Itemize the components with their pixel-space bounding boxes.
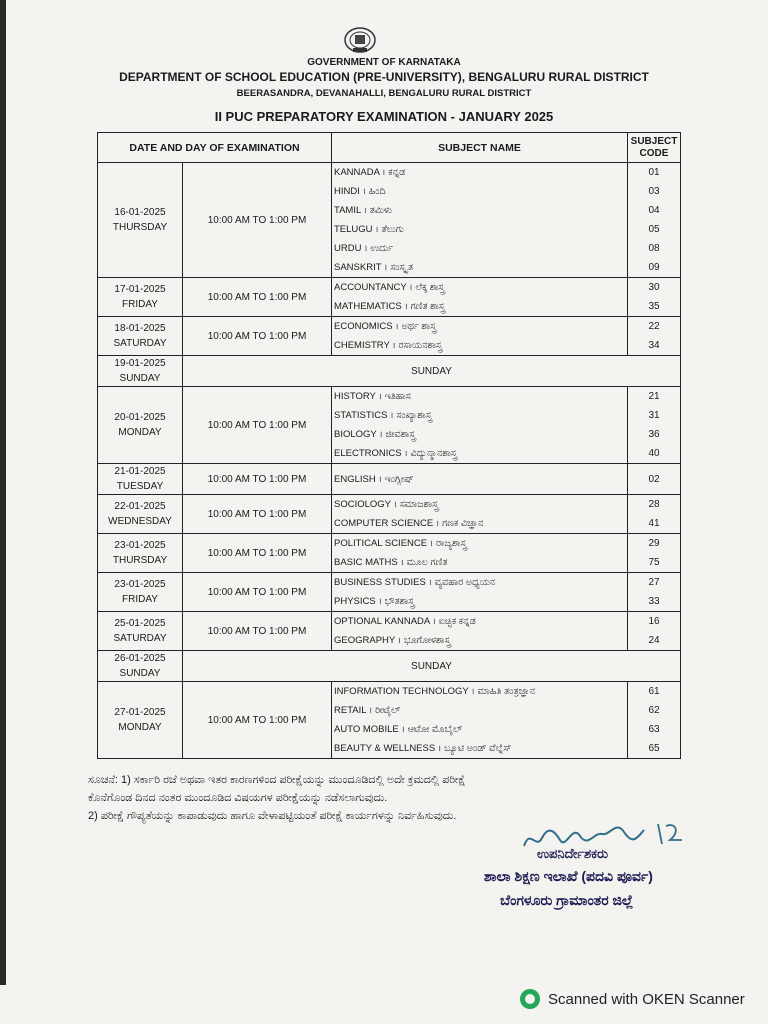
subject-code: 65 xyxy=(628,739,681,759)
exam-title: II PUC PREPARATORY EXAMINATION - JANUARY 2025 xyxy=(214,109,554,124)
exam-day: FRIDAY xyxy=(122,594,158,605)
scanner-watermark xyxy=(520,989,745,1009)
exam-date: 23-01-2025 xyxy=(114,540,166,551)
exam-date: 20-01-2025 xyxy=(114,412,166,423)
exam-time: 10:00 AM TO 1:00 PM xyxy=(183,387,332,464)
subject-code: 16 xyxy=(628,612,681,632)
header-code-line2: CODE xyxy=(639,147,669,159)
date-cell xyxy=(98,278,183,317)
subject-name: HISTORY । ಇತಿಹಾಸ xyxy=(332,387,628,407)
subject-code: 24 xyxy=(628,631,681,651)
subject-code: 31 xyxy=(628,406,681,425)
exam-timetable xyxy=(97,132,681,759)
exam-day: SATURDAY xyxy=(113,633,167,644)
subject-name: BEAUTY & WELLNESS । ಬ್ಯೂಟಿ ಅಂಡ್ ವೆಲ್ನೆಸ್ xyxy=(332,739,628,759)
exam-date: 25-01-2025 xyxy=(114,618,166,629)
subject-code: 61 xyxy=(628,682,681,702)
exam-date: 26-01-2025 xyxy=(114,653,166,664)
subject-code: 04 xyxy=(628,201,681,220)
subject-name: URDU । ಉರ್ದು xyxy=(332,239,628,258)
exam-time: 10:00 AM TO 1:00 PM xyxy=(183,612,332,651)
exam-time: 10:00 AM TO 1:00 PM xyxy=(183,317,332,356)
date-cell xyxy=(98,317,183,356)
timetable-row xyxy=(98,163,681,183)
subject-code: 28 xyxy=(628,495,681,515)
subject-name: ACCOUNTANCY । ಲೆಕ್ಕ ಶಾಸ್ತ್ರ xyxy=(332,278,628,298)
signatory-department: ಶಾಲಾ ಶಿಕ್ಷಣ ಇಲಾಖೆ (ಪದವಿ ಪೂರ್ವ) xyxy=(484,868,653,884)
subject-code: 40 xyxy=(628,444,681,464)
header-address: BEERASANDRA, DEVANAHALLI, BENGALURU RURAL DISTRICT xyxy=(236,88,532,99)
subject-name: MATHEMATICS । ಗಣಿತ ಶಾಸ್ತ್ರ xyxy=(332,297,628,317)
header-government: GOVERNMENT OF KARNATAKA xyxy=(307,57,461,68)
exam-day: THURSDAY xyxy=(112,222,168,233)
scanner-logo-icon xyxy=(520,989,540,1009)
subject-code: 01 xyxy=(628,163,681,183)
exam-day: SATURDAY xyxy=(113,338,167,349)
subject-code: 05 xyxy=(628,220,681,239)
subject-name: ENGLISH । ಇಂಗ್ಲೀಷ್ xyxy=(332,464,628,495)
timetable-row xyxy=(98,612,681,632)
subject-name: SANSKRIT । ಸಂಸ್ಕೃತ xyxy=(332,258,628,278)
subject-name: STATISTICS । ಸಂಖ್ಯಾಶಾಸ್ತ್ರ xyxy=(332,406,628,425)
timetable-row xyxy=(98,317,681,337)
header-subject-code xyxy=(628,133,681,163)
exam-time: 10:00 AM TO 1:00 PM xyxy=(183,534,332,573)
exam-date: 21-01-2025 xyxy=(114,466,166,477)
exam-date: 18-01-2025 xyxy=(114,323,166,334)
exam-date: 27-01-2025 xyxy=(114,707,166,718)
subject-name: KANNADA । ಕನ್ನಡ xyxy=(332,163,628,183)
date-cell xyxy=(98,573,183,612)
exam-day: THURSDAY xyxy=(112,555,168,566)
timetable-row xyxy=(98,573,681,593)
note-line-3: 2) ಪರೀಕ್ಷೆ ಗೌಪ್ಯತೆಯನ್ನು ಕಾಪಾಡುವುದು ಹಾಗೂ ವೇಳಾಪಟ್ಟಿಯಂತೆ ಪರೀಕ್ಷೆ ಕಾರ್ಯಗಳನ್ನು ನಿರ್ವಹಿಸುವುದು. xyxy=(88,810,457,822)
date-cell xyxy=(98,651,183,682)
subject-name: CHEMISTRY । ರಸಾಯನಶಾಸ್ತ್ರ xyxy=(332,336,628,356)
subject-code: 30 xyxy=(628,278,681,298)
timetable-body xyxy=(98,163,681,759)
timetable-row xyxy=(98,682,681,702)
exam-date: 19-01-2025 xyxy=(114,358,166,369)
subject-name: AUTO MOBILE । ಆಟೋ ಮೊಬೈಲ್ xyxy=(332,720,628,739)
scan-edge-shadow xyxy=(0,0,6,985)
exam-date: 23-01-2025 xyxy=(114,579,166,590)
subject-name: POLITICAL SCIENCE । ರಾಜ್ಯಶಾಸ್ತ್ರ xyxy=(332,534,628,554)
exam-day: MONDAY xyxy=(118,722,162,733)
exam-day: TUESDAY xyxy=(116,481,164,492)
exam-day: SUNDAY xyxy=(119,373,161,384)
date-cell xyxy=(98,356,183,387)
exam-time: 10:00 AM TO 1:00 PM xyxy=(183,682,332,759)
subject-name: INFORMATION TECHNOLOGY । ಮಾಹಿತಿ ತಂತ್ರಜ್ಞಾನ xyxy=(332,682,628,702)
exam-time: 10:00 AM TO 1:00 PM xyxy=(183,495,332,534)
timetable-row xyxy=(98,495,681,515)
date-cell xyxy=(98,534,183,573)
subject-name: BUSINESS STUDIES । ವ್ಯವಹಾರ ಅಧ್ಯಯನ xyxy=(332,573,628,593)
exam-date: 16-01-2025 xyxy=(114,207,166,218)
timetable-row-sunday xyxy=(98,356,681,387)
exam-date: 22-01-2025 xyxy=(114,501,166,512)
exam-date: 17-01-2025 xyxy=(114,284,166,295)
subject-code: 09 xyxy=(628,258,681,278)
subject-code: 33 xyxy=(628,592,681,612)
subject-code: 35 xyxy=(628,297,681,317)
signatory-district: ಬೆಂಗಳೂರು ಗ್ರಾಮಾಂತರ ಜಿಲ್ಲೆ xyxy=(500,892,634,908)
signatory-designation: ಉಪನಿರ್ದೇಶಕರು xyxy=(537,846,608,861)
header-department: DEPARTMENT OF SCHOOL EDUCATION (PRE-UNIVERSITY), BENGALURU RURAL DISTRICT xyxy=(119,70,649,84)
subject-code: 36 xyxy=(628,425,681,444)
header-subject-name: SUBJECT NAME xyxy=(332,133,628,163)
exam-day: FRIDAY xyxy=(122,299,158,310)
exam-day: SUNDAY xyxy=(119,668,161,679)
timetable-row xyxy=(98,387,681,407)
subject-code: 41 xyxy=(628,514,681,534)
subject-code: 29 xyxy=(628,534,681,554)
subject-name: ECONOMICS । ಅರ್ಥ ಶಾಸ್ತ್ರ xyxy=(332,317,628,337)
timetable-header-row xyxy=(98,133,681,163)
subject-code: 21 xyxy=(628,387,681,407)
subject-code: 08 xyxy=(628,239,681,258)
government-emblem-icon xyxy=(343,26,377,56)
exam-time: 10:00 AM TO 1:00 PM xyxy=(183,573,332,612)
timetable-row-sunday xyxy=(98,651,681,682)
header-code-line1: SUBJECT xyxy=(630,135,678,147)
timetable-row xyxy=(98,464,681,495)
sunday-holiday-cell: SUNDAY xyxy=(183,356,681,387)
subject-name: GEOGRAPHY । ಭೂಗೋಳಶಾಸ್ತ್ರ xyxy=(332,631,628,651)
subject-name: PHYSICS । ಭೌತಶಾಸ್ತ್ರ xyxy=(332,592,628,612)
date-cell xyxy=(98,495,183,534)
date-cell xyxy=(98,464,183,495)
exam-time: 10:00 AM TO 1:00 PM xyxy=(183,464,332,495)
subject-name: HINDI । ಹಿಂದಿ xyxy=(332,182,628,201)
subject-code: 75 xyxy=(628,553,681,573)
exam-time: 10:00 AM TO 1:00 PM xyxy=(183,163,332,278)
subject-name: BASIC MATHS । ಮೂಲ ಗಣಿತ xyxy=(332,553,628,573)
exam-day: MONDAY xyxy=(118,427,162,438)
date-cell xyxy=(98,612,183,651)
sunday-holiday-cell: SUNDAY xyxy=(183,651,681,682)
timetable-row xyxy=(98,534,681,554)
subject-name: BIOLOGY । ಜೀವಶಾಸ್ತ್ರ xyxy=(332,425,628,444)
subject-name: RETAIL । ರೀಟೈಲ್ xyxy=(332,701,628,720)
subject-code: 22 xyxy=(628,317,681,337)
exam-time: 10:00 AM TO 1:00 PM xyxy=(183,278,332,317)
note-line-1: ಸೂಚನೆ: 1) ಸರ್ಕಾರಿ ರಜೆ ಅಥವಾ ಇತರ ಕಾರಣಗಳಿಂದ ಪರೀಕ್ಷೆಯನ್ನು ಮುಂದೂಡಿದಲ್ಲಿ ಅದೇ ಕ್ರಮದಲ್ಲಿ ಪರೀಕ್ಷೆ xyxy=(88,774,466,786)
subject-name: ELECTRONICS । ವಿದ್ಯುನ್ಮಾನಶಾಸ್ತ್ರ xyxy=(332,444,628,464)
subject-name: COMPUTER SCIENCE । ಗಣಕ ವಿಜ್ಞಾನ xyxy=(332,514,628,534)
date-cell xyxy=(98,163,183,278)
subject-code: 34 xyxy=(628,336,681,356)
subject-code: 03 xyxy=(628,182,681,201)
subject-name: OPTIONAL KANNADA । ಐಚ್ಛಿಕ ಕನ್ನಡ xyxy=(332,612,628,632)
date-cell xyxy=(98,387,183,464)
subject-code: 27 xyxy=(628,573,681,593)
scanner-text: Scanned with OKEN Scanner xyxy=(548,990,745,1008)
subject-code: 63 xyxy=(628,720,681,739)
date-cell xyxy=(98,682,183,759)
subject-code: 62 xyxy=(628,701,681,720)
note-line-2: ಕೊನೆಗೊಂಡ ದಿನದ ನಂತರ ಮುಂದೂಡಿದ ವಿಷಯಗಳ ಪರೀಕ್ಷೆಯನ್ನು ನಡೆಸಲಾಗುವುದು. xyxy=(88,792,388,804)
subject-code: 02 xyxy=(628,464,681,495)
timetable-row xyxy=(98,278,681,298)
subject-name: TELUGU । ತೆಲುಗು xyxy=(332,220,628,239)
exam-day: WEDNESDAY xyxy=(108,516,172,527)
subject-name: TAMIL । ತಮಿಳು xyxy=(332,201,628,220)
header-date-day: DATE AND DAY OF EXAMINATION xyxy=(98,133,332,163)
subject-name: SOCIOLOGY । ಸಮಾಜಶಾಸ್ತ್ರ xyxy=(332,495,628,515)
